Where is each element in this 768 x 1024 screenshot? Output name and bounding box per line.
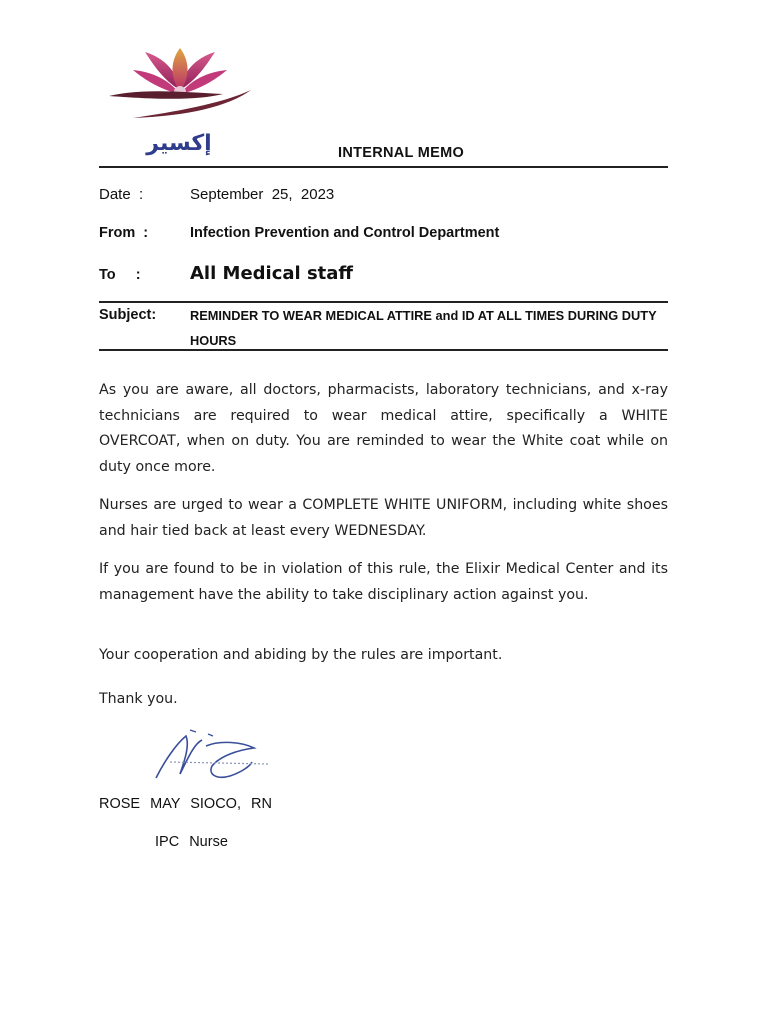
memo-title: INTERNAL MEMO	[338, 145, 465, 161]
date-value: September 25, 2023	[190, 186, 335, 203]
signatory-role: IPC Nurse	[155, 834, 228, 850]
body-paragraph-5: Thank you.	[99, 691, 178, 707]
from-value: Infection Prevention and Control Department	[190, 225, 500, 241]
body-paragraph-3: If you are found to be in violation of this rule, the Elixir Medical Center and its management have the ability to take disciplinary action against you.	[99, 561, 668, 603]
date-label: Date :	[99, 186, 144, 203]
logo-arabic-text: إكسير	[146, 131, 212, 156]
body-paragraph-1: As you are aware, all doctors, pharmacists, laboratory technicians, and x-ray technicians are required to wear medical attire, specifically a WHITE OVERCOAT, when on duty. You are reminded to wear the White coat while on duty once more.	[99, 382, 668, 475]
signatory-name: ROSE MAY SIOCO, RN	[99, 796, 272, 812]
subject-value: REMINDER TO WEAR MEDICAL ATTIRE and ID AT ALL TIMES DURING DUTY HOURS	[190, 308, 657, 348]
from-label: From :	[99, 225, 149, 241]
lotus-flower-logo	[103, 44, 255, 156]
subject-bottom-divider	[99, 349, 668, 351]
handwritten-signature	[150, 722, 275, 784]
subject-label: Subject:	[99, 307, 157, 323]
body-paragraph-2: Nurses are urged to wear a COMPLETE WHITE UNIFORM, including white shoes and hair tied back at least every WEDNESDAY.	[99, 497, 668, 539]
to-value: All Medical staff	[190, 263, 354, 284]
header-divider	[99, 166, 668, 168]
body-paragraph-4: Your cooperation and abiding by the rules are important.	[99, 647, 503, 663]
to-label: To :	[99, 267, 141, 283]
